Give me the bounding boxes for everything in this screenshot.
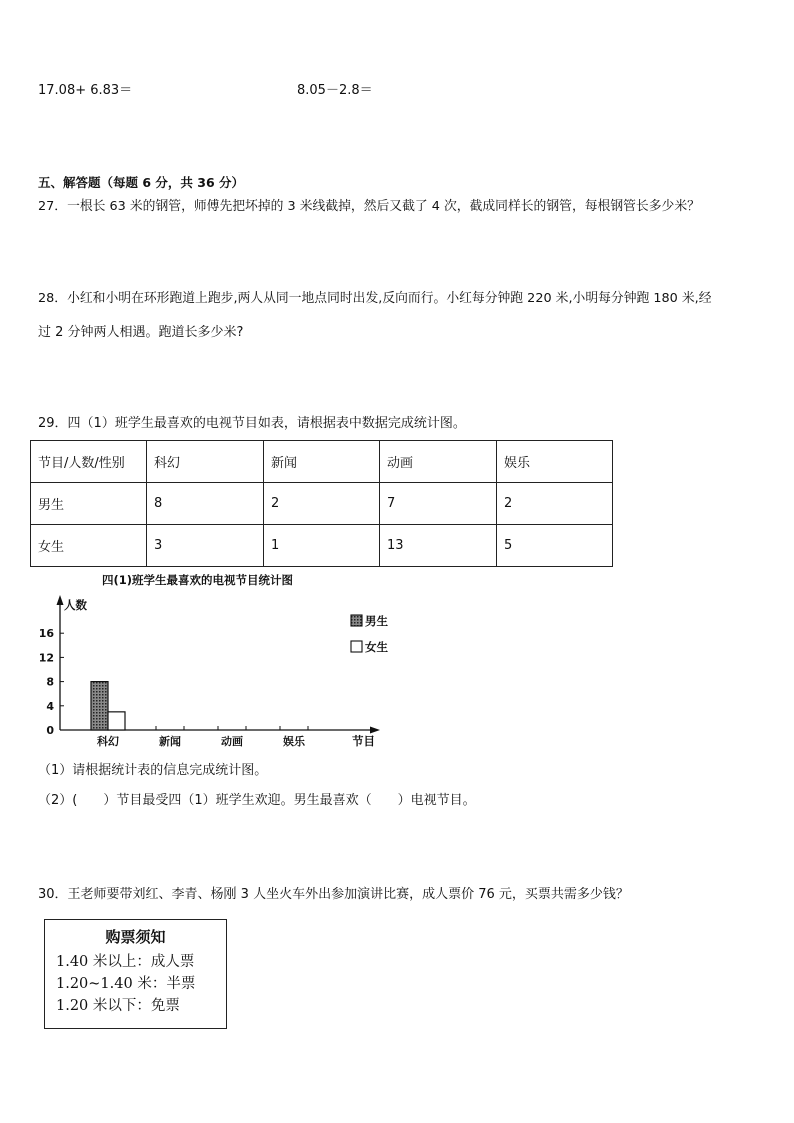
- x-tick-label: 娱乐: [283, 735, 305, 748]
- x-tick-label: 科幻: [97, 735, 119, 748]
- ticket-notice-box: [44, 919, 227, 1029]
- table-cell: 1: [264, 525, 380, 567]
- legend-swatch: [351, 641, 362, 652]
- question-29-sub2: （2）( ）节目最受四（1）班学生欢迎。男生最喜欢（ ）电视节目。: [38, 793, 476, 808]
- legend-label: 女生: [365, 640, 388, 654]
- y-axis-arrow: [57, 595, 64, 605]
- table-row-girls: [31, 525, 613, 567]
- table-header-cell: 节目/人数/性别: [31, 441, 147, 483]
- y-axis-label: 人数: [64, 598, 87, 612]
- table-header-cell: 新闻: [264, 441, 380, 483]
- table-header-cell: 动画: [380, 441, 497, 483]
- section-title: 五、解答题（每题 6 分，共 36 分）: [38, 175, 245, 190]
- y-tick-label: 8: [46, 675, 54, 689]
- ticket-rule: 1.20~1.40 米：半票: [56, 976, 196, 992]
- table-header-cell: 科幻: [147, 441, 264, 483]
- legend-swatch: [351, 615, 362, 626]
- x-tick-label: 动画: [221, 735, 243, 748]
- table-header-cell: 娱乐: [497, 441, 613, 483]
- legend-label: 男生: [365, 614, 388, 628]
- x-axis-arrow: [370, 727, 380, 734]
- table-cell: 女生: [31, 525, 147, 567]
- bar: [91, 682, 108, 730]
- table-cell: 8: [147, 483, 264, 525]
- table-cell: 2: [497, 483, 613, 525]
- table-cell: 男生: [31, 483, 147, 525]
- table-row-boys: [31, 483, 613, 525]
- ticket-rule: 1.20 米以下：免票: [56, 998, 180, 1014]
- table-cell: 5: [497, 525, 613, 567]
- question-28-line1: 28．小红和小明在环形跑道上跑步,两人从同一地点同时出发,反向而行。小红每分钟跑 220 米,小明每分钟跑 180 米,经: [38, 291, 712, 306]
- y-tick-label: 0: [46, 724, 54, 737]
- question-29: 29．四（1）班学生最喜欢的电视节目如表，请根据表中数据完成统计图。: [38, 416, 466, 431]
- table-cell: 7: [380, 483, 497, 525]
- y-tick-label: 16: [38, 627, 54, 641]
- bar: [108, 712, 125, 730]
- tv-program-table: [30, 440, 613, 567]
- table-header-row: [31, 441, 613, 483]
- question-30: 30．王老师要带刘红、李青、杨刚 3 人坐火车外出参加演讲比赛，成人票价 76 元，买票共需多少钱？: [38, 887, 629, 902]
- ticket-notice-title: 购票须知: [105, 928, 166, 946]
- x-tick-label: 新闻: [159, 735, 181, 748]
- tv-program-bar-chart: [30, 568, 400, 753]
- question-29-sub1: （1）请根据统计表的信息完成统计图。: [38, 763, 268, 778]
- calc-right: 8.05－2.8＝: [297, 83, 373, 98]
- table-cell: 2: [264, 483, 380, 525]
- question-27: 27．一根长 63 米的钢管，师傅先把坏掉的 3 米线截掉，然后又截了 4 次，截成同样长的钢管，每根钢管长多少米？: [38, 199, 700, 214]
- ticket-rule: 1.40 米以上：成人票: [56, 954, 195, 970]
- x-axis-label: 节目: [352, 734, 375, 748]
- y-tick-label: 4: [46, 699, 54, 713]
- table-cell: 13: [380, 525, 497, 567]
- calc-left: 17.08+ 6.83＝: [38, 83, 133, 98]
- question-28-line2: 过 2 分钟两人相遇。跑道长多少米?: [38, 325, 244, 340]
- y-tick-label: 12: [38, 651, 54, 665]
- chart-title: 四(1)班学生最喜欢的电视节目统计图: [102, 573, 294, 587]
- table-cell: 3: [147, 525, 264, 567]
